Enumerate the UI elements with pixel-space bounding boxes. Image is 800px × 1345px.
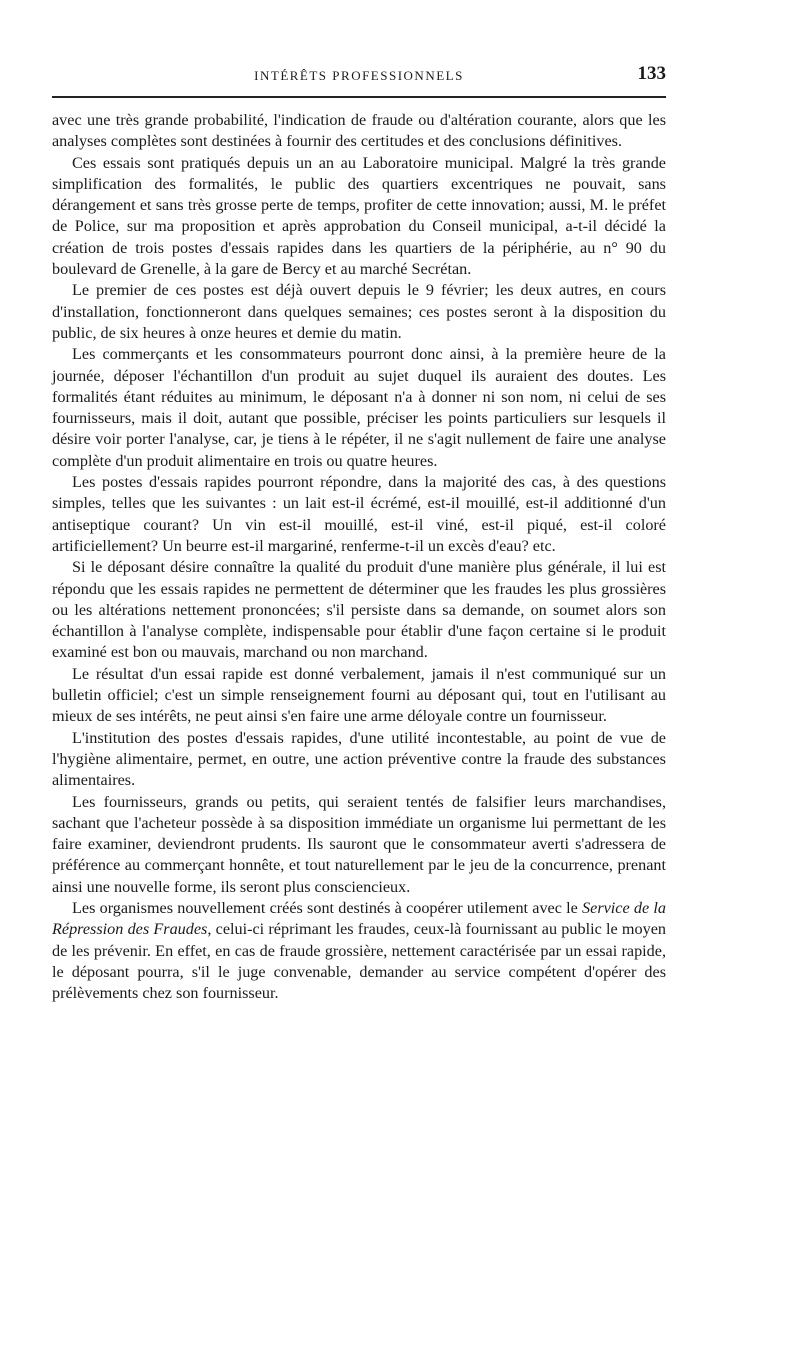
paragraph-text-after: , celui-ci réprimant les fraudes, ceux-là fournissant au public le moyen de les prévenir. En effet, en cas de fraude grossière, nettement caractérisée par un essai rapide, le déposant pourra, s'il le juge convenable, demander au service compétent d'opérer des prélèvements chez son fournisseur. — [52, 920, 666, 1003]
paragraph: Les postes d'essais rapides pourront répondre, dans la majorité des cas, à des questions simples, telles que les suivantes : un lait est-il écrémé, est-il mouillé, est-il additionné d'un antiseptique courant? Un vin est-il mouillé, est-il viné, est-il piqué, est-il coloré artificiellement? Un beurre est-il margariné, renferme-t-il un excès d'eau? etc. — [52, 473, 666, 555]
paragraph-text-before: Les organismes nouvellement créés sont destinés à coopérer utilement avec le — [72, 898, 583, 917]
page-number: 133 — [637, 63, 666, 84]
paragraph: Les fournisseurs, grands ou petits, qui seraient tentés de falsifier leurs marchandises, sachant que l'acheteur possède à sa disposition immédiate un organisme lui permettant de les faire examiner, deviendront prudents. Ils sauront que le consommateur averti s'adressera de préférence au commerçant honnête, et tout naturellement par le jeu de la concurrence, prenant ainsi une nouvelle forme, ils seront plus consciencieux. — [52, 792, 666, 896]
page — [52, 60, 666, 1004]
paragraph: Si le déposant désire connaître la qualité du produit d'une manière plus générale, il lui est répondu que les essais rapides ne permettent de déterminer que les fraudes les plus grossières ou les altérations nettement prononcées; s'il persiste dans sa demande, on soumet alors son échantillon à l'analyse complète, indispensable pour établir d'une façon certaine si le produit examiné est bon ou mauvais, marchand ou non marchand. — [52, 558, 666, 662]
paragraph — [52, 898, 666, 1004]
paragraph: Les commerçants et les consommateurs pourront donc ainsi, à la première heure de la journée, déposer l'échantillon d'un produit au sujet duquel ils auraient des doutes. Les formalités étant réduites au minimum, le déposant n'a à donner ni son nom, ni celui de ses fournisseurs, mais il doit, autant que possible, préciser les points particuliers sur lesquels il désire voir porter l'analyse, car, je tiens à le répéter, il ne s'agit nullement de faire une analyse complète d'un produit alimentaire en trois ou quatre heures. — [52, 345, 666, 470]
header-rule — [52, 96, 666, 98]
body-text — [52, 110, 666, 1004]
service-name-italic: Service de la Répression des Fraudes — [52, 898, 666, 939]
paragraph: Le résultat d'un essai rapide est donné verbalement, jamais il n'est communiqué sur un bulletin officiel; c'est un simple renseignement fourni au déposant qui, tout en l'utilisant au mieux de ses intérêts, ne peut ainsi s'en faire une arme déloyale contre un fournisseur. — [52, 664, 666, 726]
page-header — [52, 60, 666, 90]
paragraph: Le premier de ces postes est déjà ouvert depuis le 9 février; les deux autres, en cours d'installation, fonctionneront dans quelques semaines; ces postes seront à la disposition du public, de six heures à onze heures et demie du matin. — [52, 281, 666, 342]
running-title: INTÉRÊTS PROFESSIONNELS — [254, 68, 464, 83]
paragraph: Ces essais sont pratiqués depuis un an au Laboratoire municipal. Malgré la très grande simplification des formalités, le public des quartiers excentriques ne pouvait, sans dérangement et sans très grosse perte de temps, profiter de cette innovation; aussi, M. le préfet de Police, sur ma proposition et après approbation du Conseil municipal, a-t-il décidé la création de trois postes d'essais rapides dans les quartiers de la périphérie, au n° 90 du boulevard de Grenelle, à la gare de Bercy et au marché Secrétan. — [52, 153, 666, 279]
paragraph: avec une très grande probabilité, l'indication de fraude ou d'altération courante, alors que les analyses complètes sont destinées à fournir des certitudes et des conclusions définitives. — [52, 111, 666, 151]
paragraph: L'institution des postes d'essais rapides, d'une utilité incontestable, au point de vue de l'hygiène alimentaire, permet, en outre, une action préventive contre la fraude des substances alimentaires. — [52, 728, 666, 790]
